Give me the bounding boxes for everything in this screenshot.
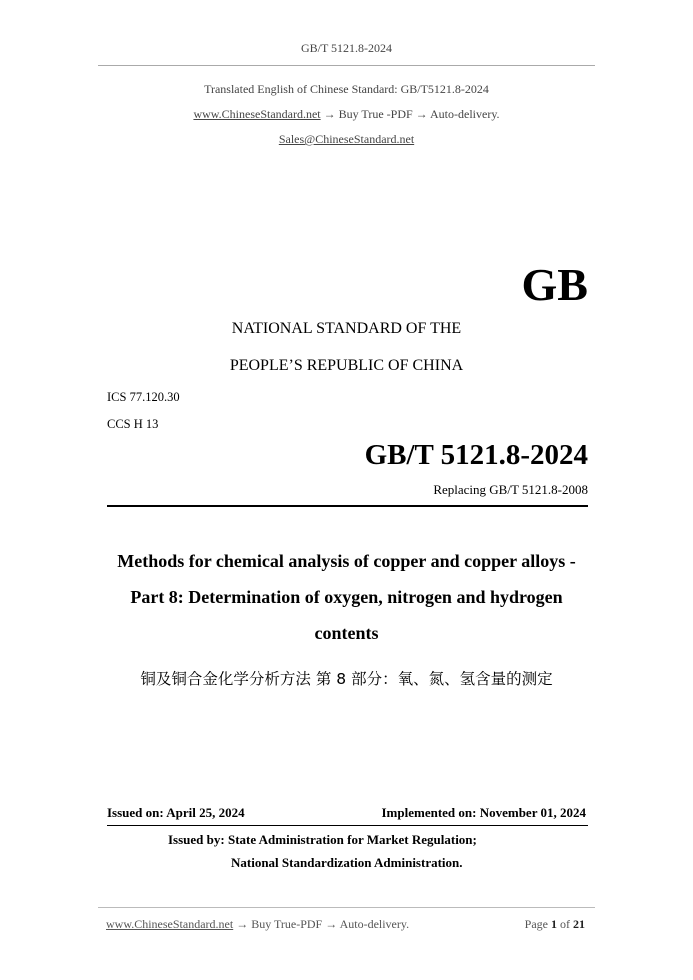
footer-website-link[interactable]: www.ChineseStandard.net xyxy=(106,917,234,931)
footer-buy-text: → Buy True-PDF → Auto-delivery. xyxy=(236,917,410,931)
issue-divider xyxy=(107,825,588,826)
footer-promo xyxy=(106,917,409,932)
issuer-line1: Issued by: State Administration for Market Regulation; xyxy=(168,832,477,847)
promo-website-line xyxy=(0,107,693,122)
issued-on-date: Issued on: April 25, 2024 xyxy=(107,805,245,820)
page-label: Page xyxy=(524,917,548,931)
footer-rule xyxy=(98,907,595,908)
national-standard-line1: NATIONAL STANDARD OF THE xyxy=(231,320,462,337)
title-line3: contents xyxy=(314,623,379,643)
translated-notice: Translated English of Chinese Standard: GB/T5121.8-2024 xyxy=(204,82,489,96)
running-header: GB/T 5121.8-2024 xyxy=(300,41,393,55)
title-line2: Part 8: Determination of oxygen, nitrogen and hydrogen xyxy=(130,587,563,607)
replacing-standard: Replacing GB/T 5121.8-2008 xyxy=(433,482,588,497)
national-standard-line2: PEOPLE’S REPUBLIC OF CHINA xyxy=(229,357,464,374)
chinese-title: 铜及铜合金化学分析方法 第 8 部分：氧、氮、氢含量的测定 xyxy=(140,670,553,688)
gb-mark: GB xyxy=(521,259,588,310)
implemented-on-date: Implemented on: November 01, 2024 xyxy=(381,805,586,820)
title-line1: Methods for chemical analysis of copper and copper alloys - xyxy=(117,551,576,571)
standard-number: GB/T 5121.8-2024 xyxy=(364,439,588,471)
ics-code: ICS 77.120.30 xyxy=(107,390,180,404)
page-of: of xyxy=(560,917,570,931)
promo-email-line xyxy=(0,132,693,147)
promo-buy-text: → Buy True -PDF → Auto-delivery. xyxy=(323,107,500,121)
ccs-code: CCS H 13 xyxy=(107,417,159,431)
header-rule xyxy=(98,65,595,66)
page-indicator xyxy=(525,917,585,932)
page-current: 1 xyxy=(551,917,557,931)
issuer-line2: National Standardization Administration. xyxy=(231,855,463,870)
page-total: 21 xyxy=(573,917,585,931)
website-link[interactable]: www.ChineseStandard.net xyxy=(193,107,321,121)
title-divider xyxy=(107,505,588,507)
sales-email-link[interactable]: Sales@ChineseStandard.net xyxy=(278,132,415,146)
